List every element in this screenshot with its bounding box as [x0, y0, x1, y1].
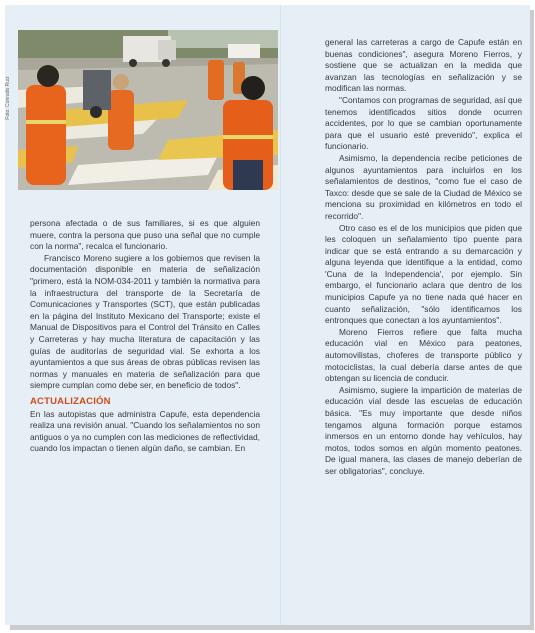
photo-illustration: [18, 30, 278, 190]
right-paragraph-4: Otro caso es el de los municipios que piden que les coloquen un señalamiento tipo puente para indicar que se está entrando a su demarcación y alguna leyenda que identifique a la entidad, como 'Cuna de la Independencia', por ejemplo. Sin embargo, el funcionario aclara que dentro de los municipios Capufe ya no tiene nada qué hacer en cuanto señalización, "sólo identificamos los entronques que conectan a los ayuntamientos".: [325, 222, 522, 326]
left-paragraph-2: Francisco Moreno sugiere a los gobiernos que revisen la documentación disponible en materia de señalización "primero, está la NOM-034-2011 y también la normativa para la infraestructura del transporte de la Secretaría de Comunicaciones y Transportes (SCT), que están publicadas en la página del Instituto Mexicano del Transporte; existe el Manual de Dispositivos para el Control del Tránsito en Calles y Carreteras y hay mucha literatura de capacitación y las guías de auditorías de seguridad vial. Se exhorta a los ayuntamientos a que sus áreas de obras públicas revisen las normas y manuales en materia de señalización para que siempre cumplan como debe ser, en beneficio de todos".: [30, 252, 260, 391]
column-divider: [280, 5, 281, 625]
right-paragraph-3: Asimismo, la dependencia recibe peticiones de algunos ayuntamientos para incluirlos en los señalamientos de destinos, "como fue el caso de Taxco: desde que se sale de la Ciudad de México se menciona su proximidad en kilómetros en todo el recorrido".: [325, 152, 522, 221]
right-paragraph-6: Asimismo, sugiere la impartición de materias de educación vial desde las escuelas de educación básica. "Es muy importante que desde niños tengamos alguna formación porque estamos inmersos en un entorno donde hay vehículos, hay motos, todos somos en algún momento peatones. De igual manera, las clases de manejo deberían de ser obligatorias", concluye.: [325, 384, 522, 476]
photo-credit: [3, 40, 13, 160]
right-paragraph-1: general las carreteras a cargo de Capufe están en buenas condiciones", asegura Moreno Fierros, y sostiene que se actualizan en la medida que avanzan las tecnologías en señalización y se modifican las normas.: [325, 37, 522, 94]
page-shadow-right: [530, 10, 534, 628]
section-heading: ACTUALIZACIÓN: [30, 395, 111, 407]
left-paragraph-3: En las autopistas que administra Capufe, esta dependencia realiza una revisión anual. "Cuando los señalamientos no son antiguos o ya no cumplen con las mediciones de reflectividad, cuando los impactan o tienen algún daño, se cambian. En: [30, 408, 260, 454]
page-shadow-bottom: [10, 625, 534, 630]
right-column: [325, 37, 522, 478]
left-paragraph-1: persona afectada o de sus familiares, si es que alguien muere, contra la persona que puso una señal que no cumple con la norma", recalca el funcionario.: [30, 218, 260, 252]
right-paragraph-5: Moreno Fierros refiere que falta mucha educación vial en México para peatones, automovilistas, choferes de transporte público y motociclistas, la cual debería darse antes de que obtengan su licencia de conducir.: [325, 326, 522, 384]
photo-credit-text: Foto: Conrado Ruiz: [5, 76, 11, 120]
left-column: [30, 218, 260, 455]
road-workers-photo: [18, 30, 278, 190]
right-paragraph-2: "Contamos con programas de seguridad, así que tenemos identificados sitios donde ocurren accidentes, por lo que se cambian oportunamente para que el usuario esté prevenido", explica el funcionario.: [325, 94, 522, 152]
